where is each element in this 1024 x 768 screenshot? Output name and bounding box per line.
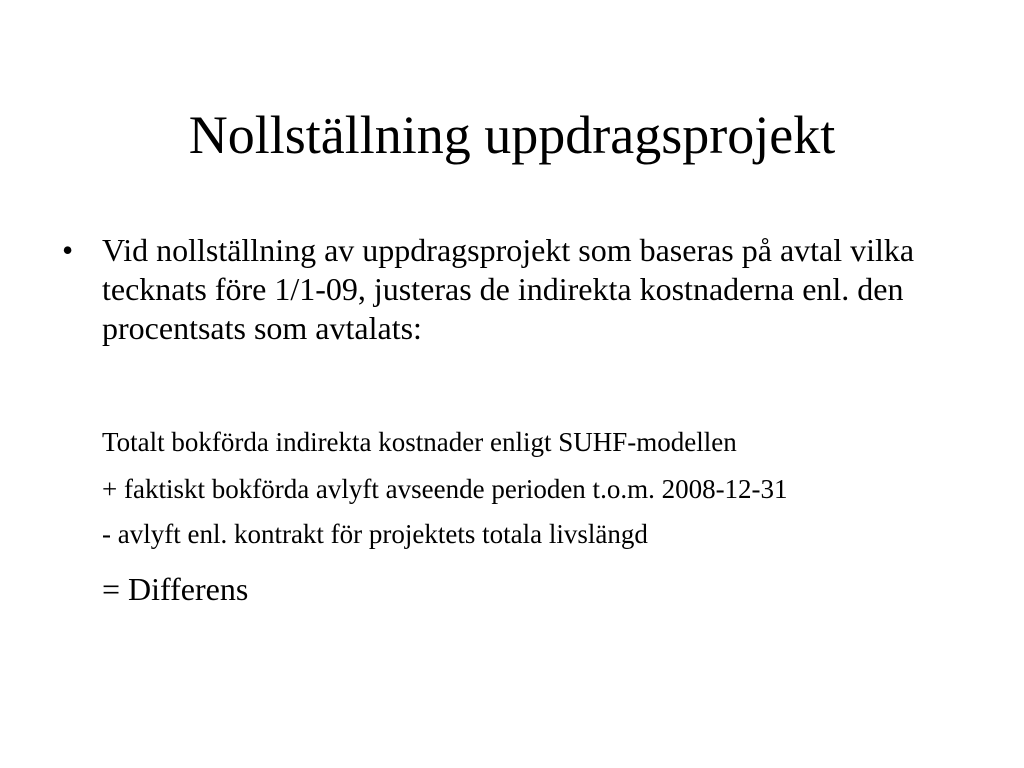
calculation-result: = Differens	[102, 571, 249, 607]
bullet-text: Vid nollställning av uppdragsprojekt som baseras på avtal vilka tecknats före 1/1-09, justeras de indirekta kostnaderna enl. den procentsats som avtalats:	[102, 232, 915, 346]
bullet-marker: •	[62, 232, 74, 268]
slide-title: Nollställning uppdragsprojekt	[188, 105, 836, 165]
calculation-line-total: Totalt bokförda indirekta kostnader enligt SUHF-modellen	[102, 427, 737, 457]
calculation-line-minus: - avlyft enl. kontrakt för projektets totala livslängd	[102, 519, 648, 549]
calculation-line-plus: + faktiskt bokförda avlyft avseende perioden t.o.m. 2008-12-31	[102, 474, 788, 504]
